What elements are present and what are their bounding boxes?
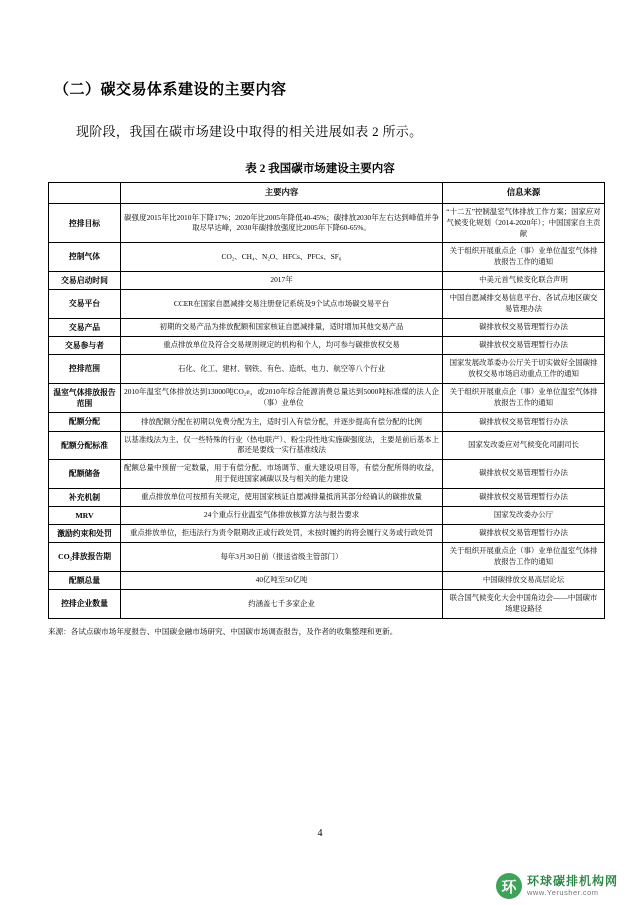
carbon-market-table xyxy=(48,182,605,619)
table-row-source: 关于组织开展重点企（事）业单位温室气体排放报告工作的通知 xyxy=(443,383,605,413)
table-row-content: 配额总量中预留一定数量，用于有偿分配、市场调节、重大建设项目等，有偿分配所得的收益，用于促进国家减碳以及与相关的能力建设 xyxy=(121,460,443,488)
intro-paragraph: 现阶段，我国在碳市场建设中取得的相关进展如表 2 所示。 xyxy=(76,124,423,139)
table-row xyxy=(49,413,605,431)
table-row-content: 重点排放单位及符合交易规则规定的机构和个人，均可参与碳排放权交易 xyxy=(121,336,443,354)
table-row xyxy=(49,204,605,243)
table-source-note: 来源：各试点碳市场年度报告、中国碳金融市场研究、中国碳市场调查报告，及作者的收集整理和更新。 xyxy=(48,626,398,636)
table-row-content: CO₂、CH₄、N₂O、HFCs、PFCs、SF₆ xyxy=(121,243,443,271)
table-header-blank xyxy=(49,183,121,204)
table-header xyxy=(49,183,605,204)
table-row-label: 交易启动时间 xyxy=(49,271,121,289)
watermark-text xyxy=(527,875,618,897)
table-row-source: 中美元首气候变化联合声明 xyxy=(443,271,605,289)
table-row-content: 2010年温室气体排放达到13000吨CO₂e，或2010年综合能源消费总量达到5000吨标准煤的法人企（事）业单位 xyxy=(121,383,443,413)
table-row-label: 控排目标 xyxy=(49,204,121,243)
table-row-label: MRV xyxy=(49,506,121,524)
table-row xyxy=(49,271,605,289)
table-row-label: CO₂排放报告期 xyxy=(49,543,121,571)
table-row-content: 24个重点行业温室气体排放核算方法与报告要求 xyxy=(121,506,443,524)
table-row-source: 碳排放权交易管理暂行办法 xyxy=(443,460,605,488)
table-row-label: 控排企业数量 xyxy=(49,590,121,618)
table-row-content: 初期的交易产品为排放配额和国家核证自愿减排量，适时增加其他交易产品 xyxy=(121,318,443,336)
page-number: 4 xyxy=(317,828,323,839)
table-row-content: 重点排放单位，拒违法行为责令限期改正或行政处罚，未按时履约的将会履行义务或行政处罚 xyxy=(121,525,443,543)
table-row-source: 中国自愿减排交易信息平台、各试点地区碳交易管理办法 xyxy=(443,290,605,318)
table-row-label: 配额总量 xyxy=(49,571,121,589)
table-row-source: 关于组织开展重点企（事）业单位温室气体排放报告工作的通知 xyxy=(443,243,605,271)
table-row-label: 激励约束和处罚 xyxy=(49,525,121,543)
table-row-content: 重点排放单位可按照有关规定，使用国家核证自愿减排量抵消其部分经确认的碳排放量 xyxy=(121,488,443,506)
table-row-label: 控排范围 xyxy=(49,355,121,383)
table-row xyxy=(49,336,605,354)
table-body xyxy=(49,204,605,618)
table-row xyxy=(49,355,605,383)
table-row-content: 以基准线法为主、仅一些特殊的行业（热电联产）、粉尘段性地实施碳强度法，主要是前后基本上都还是要线一实行基准线法 xyxy=(121,431,443,459)
table-row-content: 碳强度2015年比2010年下降17%；2020年比2005年降低40-45%；碳排放2030年左右达到峰值并争取尽早达峰，2030年碳排放强度比2005年下降60-65%。 xyxy=(121,204,443,243)
table-row-label: 配额分配标准 xyxy=(49,431,121,459)
table-row-content: 2017年 xyxy=(121,271,443,289)
table-row xyxy=(49,590,605,618)
table-header-content: 主要内容 xyxy=(121,183,443,204)
table-row-content: 40亿吨至50亿吨 xyxy=(121,571,443,589)
table-row-source: 国家发展改革委办公厅关于切实做好全国碳排放权交易市场启动重点工作的通知 xyxy=(443,355,605,383)
table-row xyxy=(49,543,605,571)
table-row-source: 碳排放权交易管理暂行办法 xyxy=(443,336,605,354)
table-header-row xyxy=(49,183,605,204)
page-heading: （二）碳交易体系建设的主要内容 xyxy=(54,82,287,98)
table-row-source: “十二五”控制温室气体排放工作方案；国家应对气候变化规划（2014-2020年）；中国国家自主贡献 xyxy=(443,204,605,243)
watermark-site-url: www.Yerusher.com xyxy=(526,887,599,897)
watermark-logo-icon: 环 xyxy=(496,873,522,899)
table-row xyxy=(49,243,605,271)
table-row-content: CCER在国家自愿减排交易注册登记系统及9个试点市场碳交易平台 xyxy=(121,290,443,318)
table-row-label: 补充机制 xyxy=(49,488,121,506)
table-row-label: 温室气体排放报告范围 xyxy=(49,383,121,413)
table-caption: 表 2 我国碳市场建设主要内容 xyxy=(245,163,395,175)
table-row xyxy=(49,525,605,543)
table-row-source: 关于组织开展重点企（事）业单位温室气体排放报告工作的通知 xyxy=(443,543,605,571)
table-row xyxy=(49,460,605,488)
table-row-content: 石化、化工、建材、钢铁、有色、造纸、电力、航空等八个行业 xyxy=(121,355,443,383)
table-row-content: 排放配额分配在初期以免费分配为主，适时引入有偿分配，并逐步提高有偿分配的比例 xyxy=(121,413,443,431)
table-row xyxy=(49,506,605,524)
table-header-source: 信息来源 xyxy=(443,183,605,204)
table-row xyxy=(49,571,605,589)
table-row xyxy=(49,318,605,336)
table-row-label: 配额分配 xyxy=(49,413,121,431)
table-row-source: 碳排放权交易管理暂行办法 xyxy=(443,318,605,336)
table-row xyxy=(49,488,605,506)
table-row-label: 交易平台 xyxy=(49,290,121,318)
table-row-source: 国家发改委应对气候变化司副司长 xyxy=(443,431,605,459)
table-row xyxy=(49,431,605,459)
table-row-content: 每年3月30日前（报送省级主管部门） xyxy=(121,543,443,571)
table-row-source: 国家发改委办公厅 xyxy=(443,506,605,524)
table-row-source: 碳排放权交易管理暂行办法 xyxy=(443,488,605,506)
table-row xyxy=(49,290,605,318)
table-row-label: 交易参与者 xyxy=(49,336,121,354)
table-row-source: 碳排放权交易管理暂行办法 xyxy=(443,525,605,543)
table-row xyxy=(49,383,605,413)
table-row-label: 配额储备 xyxy=(49,460,121,488)
watermark xyxy=(496,873,618,899)
watermark-site-name: 环球碳排机构网 xyxy=(526,873,618,888)
table-row-source: 联合国气候变化大会中国角边会——中国碳市场建设路径 xyxy=(443,590,605,618)
table-row-label: 交易产品 xyxy=(49,318,121,336)
table-row-content: 约涵盖七千多家企业 xyxy=(121,590,443,618)
table-row-label: 控制气体 xyxy=(49,243,121,271)
table-row-source: 碳排放权交易管理暂行办法 xyxy=(443,413,605,431)
table-row-source: 中国碳排放交易高层论坛 xyxy=(443,571,605,589)
